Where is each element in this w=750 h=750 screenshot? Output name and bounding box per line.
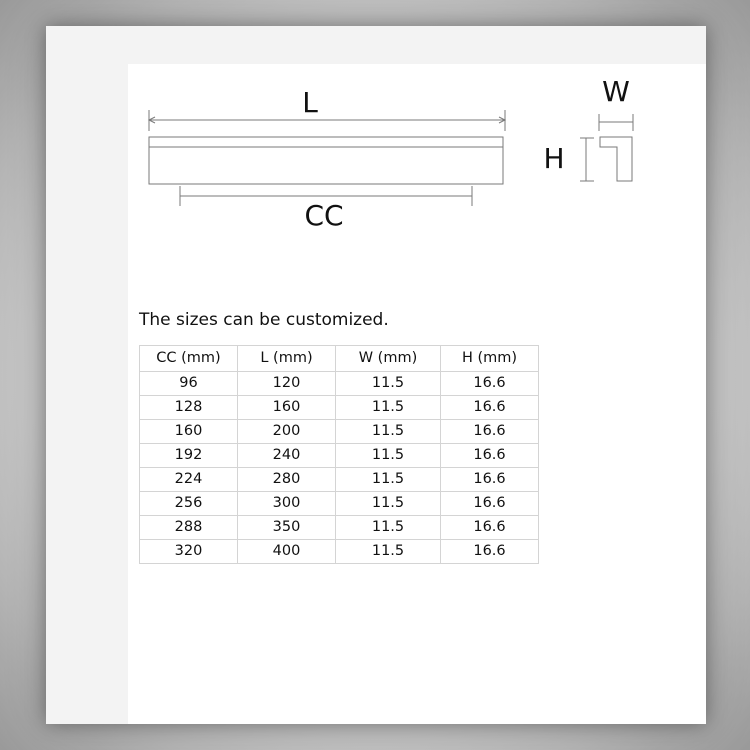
center-distance-label: CC <box>304 199 344 232</box>
handle-front-view <box>149 137 503 184</box>
cell-width: 11.5 <box>336 516 441 540</box>
cell-length: 280 <box>238 468 336 492</box>
cell-length: 120 <box>238 372 336 396</box>
cell-width: 11.5 <box>336 420 441 444</box>
cell-height: 16.6 <box>441 372 539 396</box>
table-row <box>140 492 539 516</box>
table-row <box>140 372 539 396</box>
column-header-height: H (mm) <box>441 346 539 372</box>
cell-length: 160 <box>238 396 336 420</box>
length-label: L <box>302 86 318 119</box>
table-row <box>140 396 539 420</box>
cell-width: 11.5 <box>336 372 441 396</box>
cell-length: 200 <box>238 420 336 444</box>
column-header-width: W (mm) <box>336 346 441 372</box>
table-row <box>140 540 539 564</box>
cell-height: 16.6 <box>441 492 539 516</box>
cell-cc: 160 <box>140 420 238 444</box>
cell-cc: 128 <box>140 396 238 420</box>
cell-cc: 192 <box>140 444 238 468</box>
cell-cc: 256 <box>140 492 238 516</box>
height-dimension-line <box>580 138 594 181</box>
cell-width: 11.5 <box>336 492 441 516</box>
cell-height: 16.6 <box>441 396 539 420</box>
cell-width: 11.5 <box>336 444 441 468</box>
cell-length: 350 <box>238 516 336 540</box>
height-label: H <box>543 142 565 175</box>
table-row <box>140 444 539 468</box>
cell-height: 16.6 <box>441 468 539 492</box>
cell-cc: 288 <box>140 516 238 540</box>
cell-cc: 320 <box>140 540 238 564</box>
cell-height: 16.6 <box>441 516 539 540</box>
table-row <box>140 420 539 444</box>
table-row <box>140 516 539 540</box>
handle-side-profile <box>600 137 632 181</box>
column-header-cc: CC (mm) <box>140 346 238 372</box>
table-row <box>140 468 539 492</box>
cell-height: 16.6 <box>441 540 539 564</box>
size-table <box>139 345 539 564</box>
cell-cc: 224 <box>140 468 238 492</box>
width-dimension-line <box>599 114 633 131</box>
cell-width: 11.5 <box>336 396 441 420</box>
cell-length: 240 <box>238 444 336 468</box>
cell-width: 11.5 <box>336 540 441 564</box>
cell-cc: 96 <box>140 372 238 396</box>
cell-length: 300 <box>238 492 336 516</box>
cell-width: 11.5 <box>336 468 441 492</box>
length-dimension-line <box>149 110 505 131</box>
column-header-length: L (mm) <box>238 346 336 372</box>
cell-height: 16.6 <box>441 420 539 444</box>
width-label: W <box>602 75 630 108</box>
cell-length: 400 <box>238 540 336 564</box>
customization-note: The sizes can be customized. <box>139 310 389 330</box>
table-header-row <box>140 346 539 372</box>
cell-height: 16.6 <box>441 444 539 468</box>
